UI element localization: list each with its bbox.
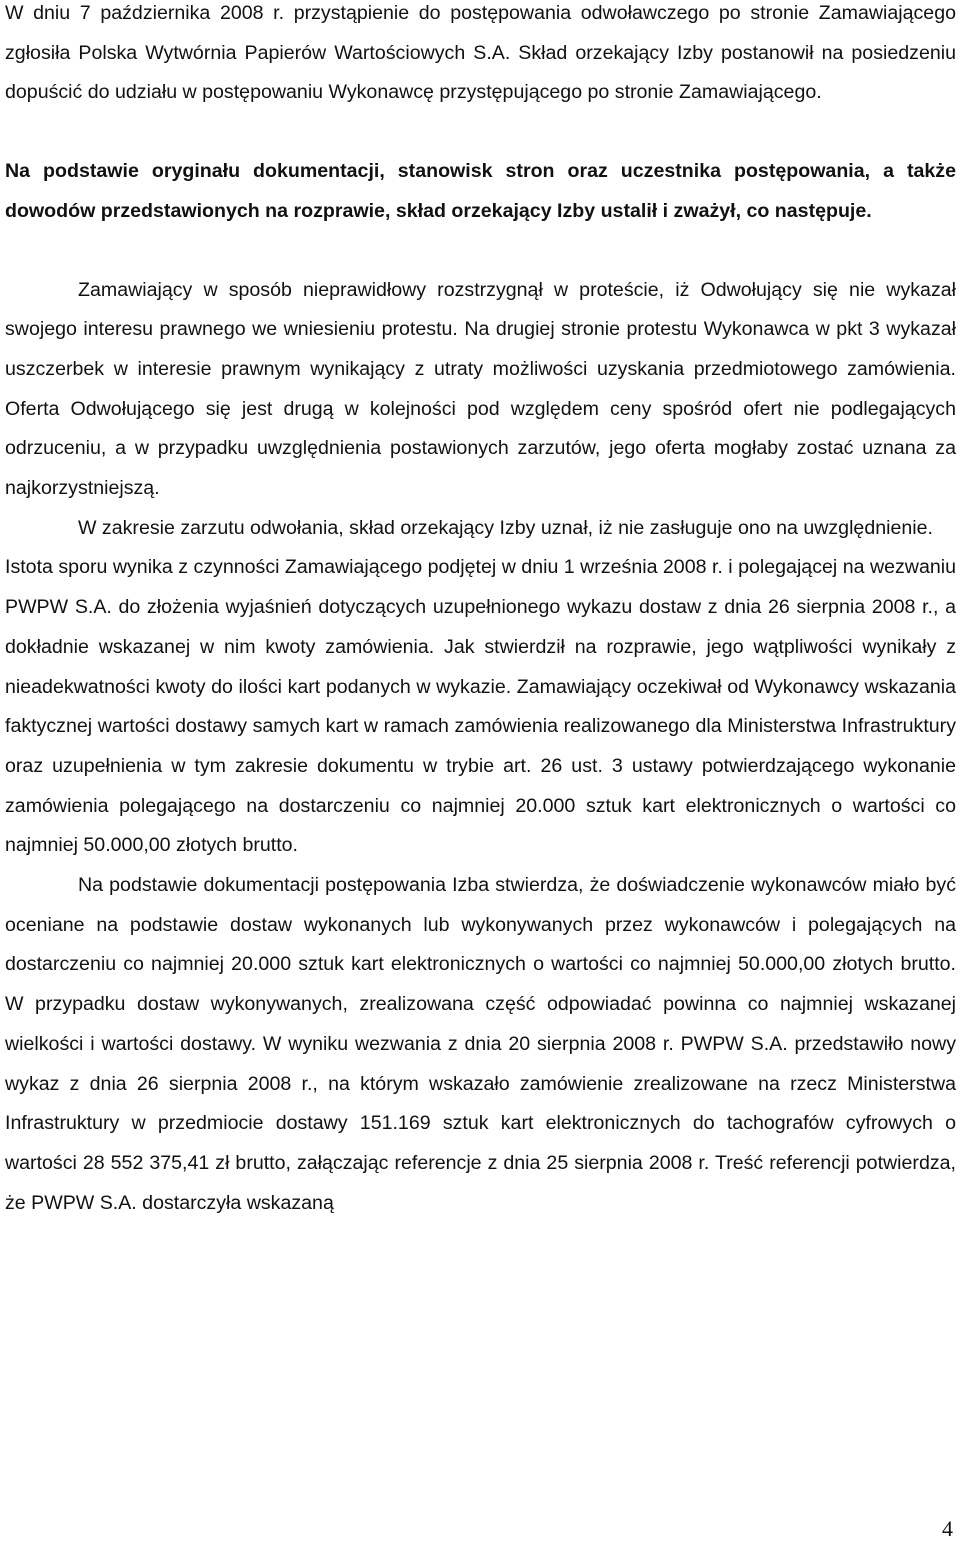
paragraph-intervention: W dniu 7 października 2008 r. przystąpienie do postępowania odwoławczego po stronie Zamawiającego zgłosiła Polska Wytwórnia Papierów Wartościowych S.A. Skład orzekający Izby postanowił na posiedzeniu dopuścić do udziału w postępowaniu Wykonawcę przystępującego po stronie Zamawiającego.: [5, 2, 956, 104]
paragraph-legal-interest: Zamawiający w sposób nieprawidłowy rozstrzygnął w proteście, iż Odwołujący się nie wykazał swojego interesu prawnego we wniesieniu protestu. Na drugiej stronie protestu Wykonawca w pkt 3 wykazał uszczerbek w interesie prawnym wynikający z utraty możliwości uzyskania przedmiotowego zamówienia. Oferta Odwołującego się jest drugą w kolejności pod względem ceny spośród ofert nie podlegających odrzuceniu, a w przypadku uwzględnienia postawionych zarzutów, jego oferta mogłaby zostać uznana za najkorzystniejszą.: [5, 278, 956, 500]
document-page: [5, 0, 956, 1223]
paragraph-findings-heading: Na podstawie oryginału dokumentacji, stanowisk stron oraz uczestnika postępowania, a także dowodów przedstawionych na rozprawie, skład orzekający Izby ustalił i zważył, co następuje.: [5, 160, 956, 222]
paragraph-objection-scope: W zakresie zarzutu odwołania, skład orzekający Izby uznał, iż nie zasługuje ono na uwzględnienie.: [78, 516, 933, 539]
paragraph-chamber-assessment: Na podstawie dokumentacji postępowania Izba stwierdza, że doświadczenie wykonawców miało być oceniane na podstawie dostaw wykonanych lub wykonywanych przez wykonawców i polegających na dostarczeniu co najmniej 20.000 sztuk kart elektronicznych o wartości co najmniej 50.000,00 złotych brutto. W przypadku dostaw wykonywanych, zrealizowana część odpowiadać powinna co najmniej wskazanej wielkości i wartości dostawy. W wyniku wezwania z dnia 20 sierpnia 2008 r. PWPW S.A. przedstawiło nowy wykaz z dnia 26 sierpnia 2008 r., na którym wskazało zamówienie zrealizowane na rzecz Ministerstwa Infrastruktury w przedmiocie dostawy 151.169 sztuk kart elektronicznych do tachografów cyfrowych o wartości 28 552 375,41 zł brutto, załączając referencje z dnia 25 sierpnia 2008 r. Treść referencji potwierdza, że PWPW S.A. dostarczyła wskazaną: [5, 874, 956, 1214]
paragraph-dispute-essence: Istota sporu wynika z czynności Zamawiającego podjętej w dniu 1 września 2008 r. i polegającej na wezwaniu PWPW S.A. do złożenia wyjaśnień dotyczących uzupełnionego wykazu dostaw z dnia 26 sierpnia 2008 r., a dokładnie wskazanej w nim kwoty zamówienia. Jak stwierdził na rozprawie, jego wątpliwości wynikały z nieadekwatności kwoty do ilości kart podanych w wykazie. Zamawiający oczekiwał od Wykonawcy wskazania faktycznej wartości dostawy samych kart w ramach zamówienia realizowanego dla Ministerstwa Infrastruktury oraz uzupełnienia w tym zakresie dokumentu w trybie art. 26 ust. 3 ustawy potwierdzającego wykonanie zamówienia polegającego na dostarczeniu co najmniej 20.000 sztuk kart elektronicznych o wartości co najmniej 50.000,00 złotych brutto.: [5, 556, 956, 857]
page-number: 4: [942, 1516, 953, 1541]
